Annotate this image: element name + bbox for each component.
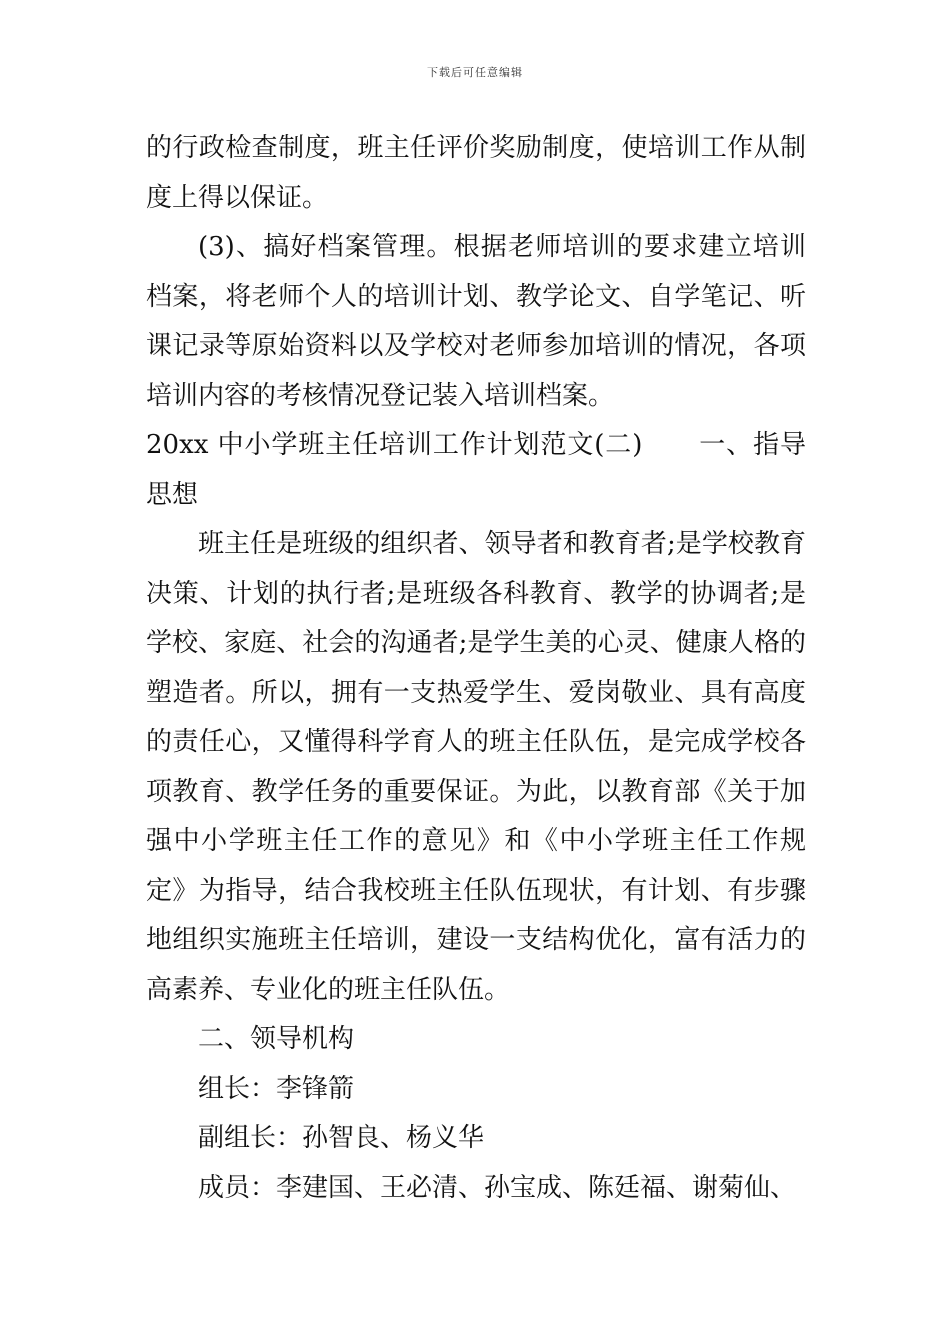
paragraph-regulations: 的行政检查制度，班主任评价奖励制度，使培训工作从制度上得以保证。 (146, 133, 806, 213)
document-body (146, 124, 806, 1213)
members-line: 成员：李建国、王必清、孙宝成、陈廷福、谢菊仙、 (198, 1172, 797, 1203)
deputy-leader-line: 副组长：孙智良、杨义华 (198, 1123, 485, 1153)
section-heading-guiding-ideology: 一、指导思想 (146, 430, 806, 510)
section-heading-leadership: 二、领导机构 (198, 1024, 355, 1054)
paragraph-guiding-ideology: 班主任是班级的组织者、领导者和教育者;是学校教育决策、计划的执行者;是班级各科教育、教学的协调者;是学校、家庭、社会的沟通者;是学生美的心灵、健康人格的塑造者。所以，拥有一支热爱学生、爱岗敬业、具有高度的责任心，又懂得科学育人的班主任队伍，是完成学校各项教育、教学任务的重要保证。为此，以教育部《关于加强中小学班主任工作的意见》和《中小学班主任工作规定》为指导，结合我校班主任队伍现状，有计划、有步骤地组织实施班主任培训，建设一支结构优化，富有活力的高素养、专业化的班主任队伍。 (146, 529, 806, 1005)
paragraph-archive-management: (3)、搞好档案管理。根据老师培训的要求建立培训档案，将老师个人的培训计划、教学论文、自学笔记、听课记录等原始资料以及学校对老师参加培训的情况，各项培训内容的考核情况登记装入培训档案。 (146, 232, 806, 411)
document-title: 20xx 中小学班主任培训工作计划范文(二) (146, 430, 643, 460)
leader-line: 组长：李锋箭 (198, 1073, 355, 1104)
page-header: 下载后可任意编辑 (427, 66, 523, 79)
document-title-line (146, 421, 806, 520)
